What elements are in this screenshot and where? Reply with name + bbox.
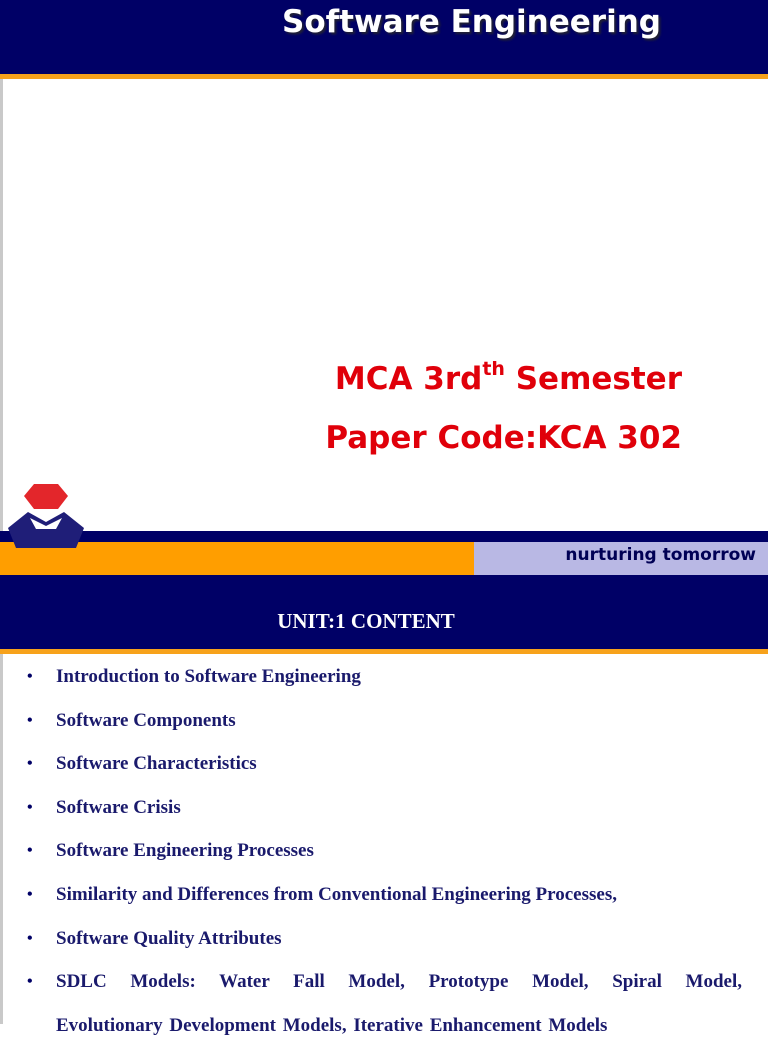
header-accent-line — [0, 74, 768, 79]
bullet-icon: • — [27, 755, 33, 773]
list-item-text: Software Quality Attributes — [56, 927, 282, 949]
list-item-text: Software Engineering Processes — [56, 840, 314, 862]
tagline: nurturing tomorrow — [565, 545, 756, 565]
list-item-text: Software Characteristics — [56, 753, 257, 775]
bullet-icon: • — [27, 842, 33, 860]
header-accent-line — [0, 649, 768, 654]
bullet-icon: • — [27, 668, 33, 685]
logo-hexagon — [24, 484, 68, 509]
list-item-text: Similarity and Differences from Conventional Engineering Processes, — [56, 883, 617, 905]
list-item — [0, 883, 768, 927]
content-slide — [0, 575, 768, 1036]
list-item — [0, 752, 768, 796]
list-item — [0, 839, 768, 883]
bullet-icon: • — [27, 885, 33, 903]
left-border — [0, 79, 3, 531]
bullet-icon: • — [27, 798, 33, 816]
content-list — [0, 665, 768, 1057]
list-item — [0, 665, 768, 709]
list-item-continuation — [0, 1014, 768, 1057]
institution-logo-icon — [4, 482, 88, 550]
list-item-text: Software Components — [56, 709, 236, 731]
list-item-text: Evolutionary Development Models, Iterative Enhancement Models — [56, 1014, 608, 1036]
list-item-text: SDLC Models: Water Fall Model, Prototype Model, Spiral Model, — [56, 971, 742, 993]
semester-heading — [335, 358, 682, 397]
list-item-text: Software Crisis — [56, 796, 181, 818]
list-item — [0, 927, 768, 971]
bullet-icon: • — [27, 973, 33, 991]
bullet-icon: • — [27, 929, 33, 947]
list-item — [0, 796, 768, 840]
slide-title: UNIT:1 CONTENT — [277, 609, 455, 633]
list-item — [0, 970, 768, 1014]
slide-title: Software Engineering — [282, 4, 661, 40]
bullet-icon: • — [27, 711, 33, 729]
semester-suffix: Semester — [504, 361, 682, 397]
paper-code-heading: Paper Code:KCA 302 — [325, 420, 682, 456]
list-item — [0, 709, 768, 753]
logo-base — [8, 512, 84, 548]
semester-prefix: MCA 3rd — [334, 361, 483, 397]
list-item-text: Introduction to Software Engineering — [56, 666, 361, 687]
semester-superscript: th — [482, 358, 505, 380]
footer-navy-bar — [0, 531, 768, 542]
